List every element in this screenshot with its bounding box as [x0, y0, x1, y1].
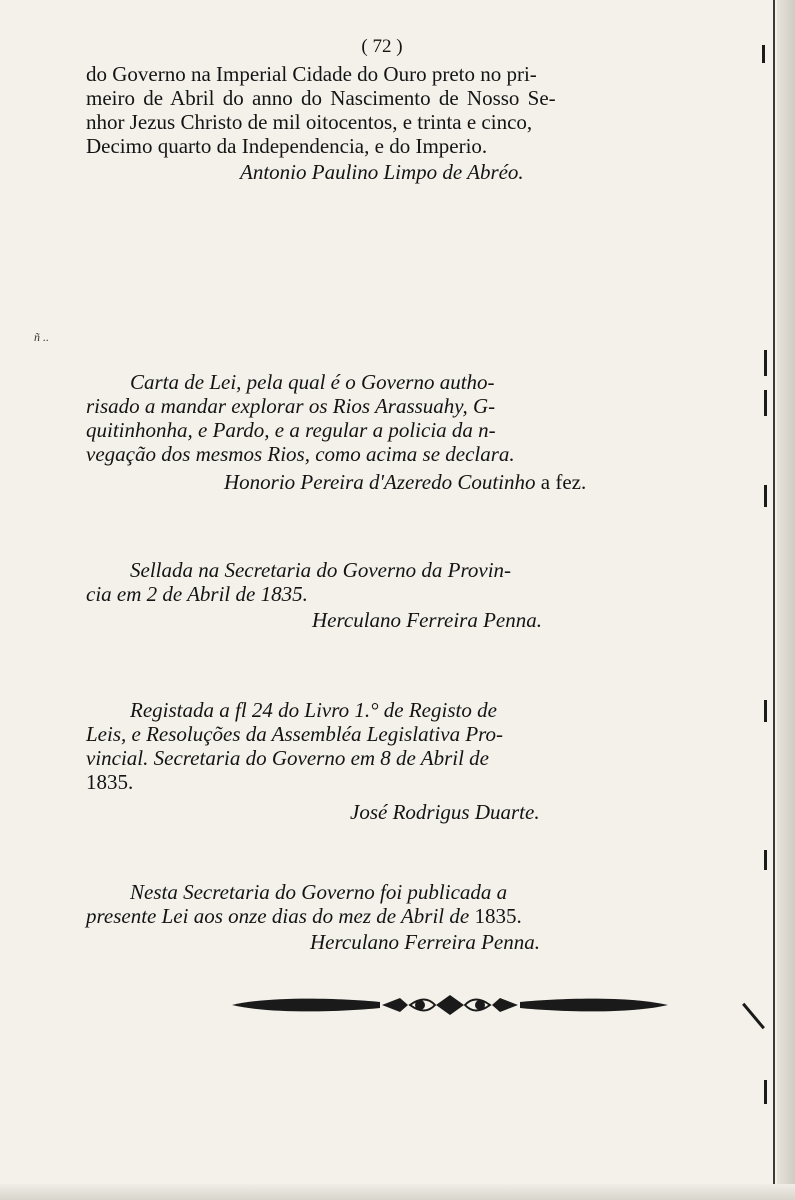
publicada-signature: Herculano Ferreira Penna. [310, 930, 540, 954]
ink-speck [764, 390, 767, 416]
registada-line: 1835. [86, 770, 134, 794]
margin-note: ñ .. [34, 330, 49, 344]
carta-signer: Honorio Pereira d'Azeredo Coutinho [224, 470, 536, 494]
carta-line: vegação dos mesmos Rios, como acima se declara. [86, 442, 515, 466]
decree-line: meiro de Abril do anno do Nascimento de Nosso Se- [86, 86, 556, 110]
sellada-line: Sellada na Secretaria do Governo da Provin- [130, 558, 512, 582]
registada-line: Leis, e Resoluções da Assembléa Legislativa Pro- [86, 722, 504, 746]
publicada-roman: presente Lei [86, 904, 189, 928]
publicada-italic: aos onze dias do mez de Abril de [193, 904, 470, 928]
carta-signer-suffix: a fez. [540, 470, 587, 494]
ornament-divider [230, 992, 670, 1018]
carta-line: Carta de Lei, pela qual é o Governo autho- [130, 370, 495, 394]
registada-line: vincial. Secretaria do Governo em 8 de Abril de [86, 746, 489, 770]
ink-speck [764, 700, 767, 722]
publicada-year: 1835. [474, 904, 522, 928]
registada-line: Registada a fl 24 do Livro 1.° de Registo de [130, 698, 497, 722]
sellada-signature: Herculano Ferreira Penna. [312, 608, 542, 632]
page-edge-right [777, 0, 795, 1200]
ink-speck [742, 1003, 765, 1029]
decree-line: do Governo na Imperial Cidade do Ouro preto no pri- [86, 62, 537, 86]
carta-signer-line [224, 470, 586, 494]
registada-signature: José Rodrigus Duarte. [350, 800, 540, 824]
carta-line: quitinhonha, e Pardo, e a regular a policia da n- [86, 418, 496, 442]
ink-speck [762, 45, 765, 63]
decree-line: Decimo quarto da Independencia, e do Imperio. [86, 134, 488, 158]
ink-speck [764, 850, 767, 870]
carta-line: risado a mandar explorar os Rios Arassuahy, G- [86, 394, 496, 418]
publicada-line: Nesta Secretaria do Governo foi publicada a [130, 880, 508, 904]
ink-speck [764, 350, 767, 376]
sellada-line: cia em 2 de Abril de 1835. [86, 582, 308, 606]
decree-line: nhor Jezus Christo de mil oitocentos, e trinta e cinco, [86, 110, 533, 134]
ink-speck [764, 485, 767, 507]
page-edge-bottom [0, 1184, 795, 1200]
ink-speck [764, 1080, 767, 1104]
binding-line [773, 0, 775, 1200]
signature: Antonio Paulino Limpo de Abréo. [240, 160, 524, 184]
publicada-line [86, 904, 522, 928]
page-number: ( 72 ) [361, 36, 403, 57]
